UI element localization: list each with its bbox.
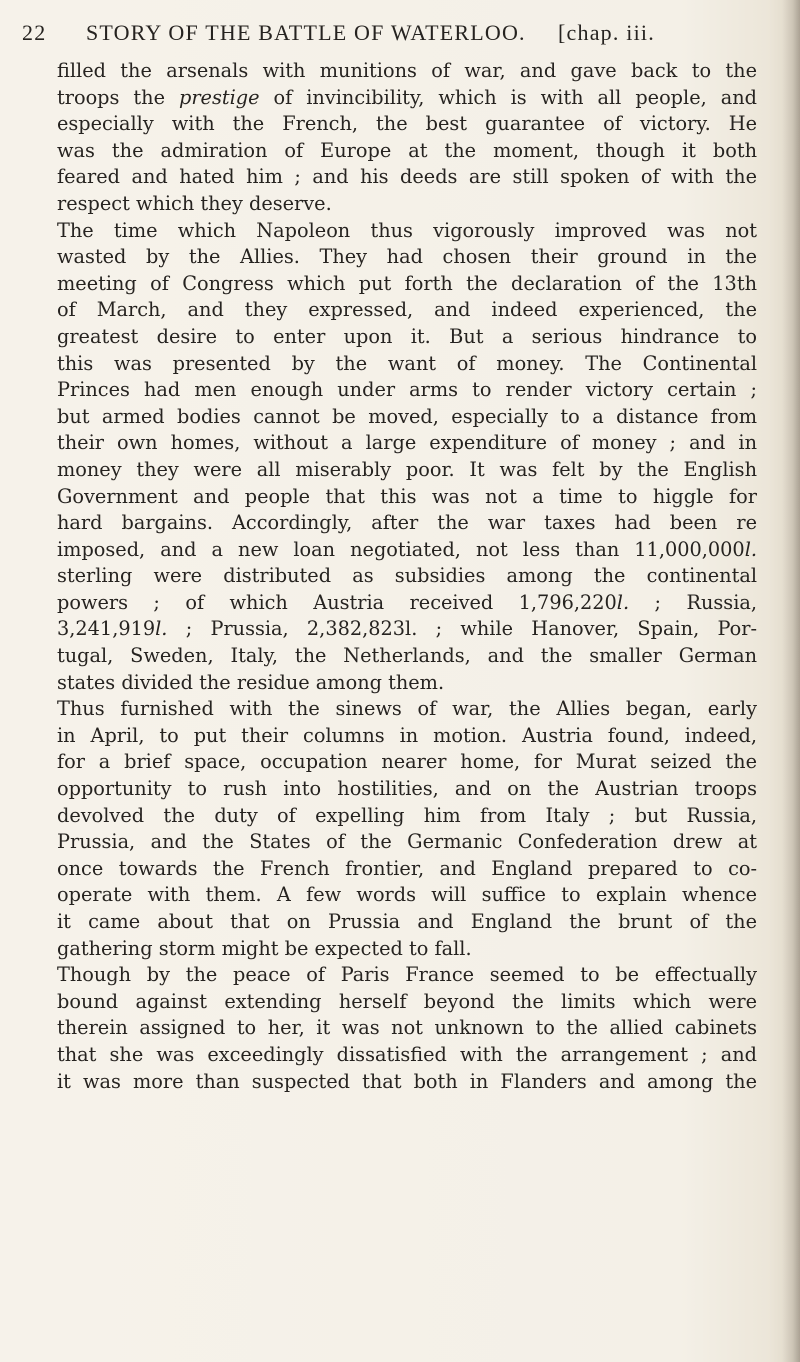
text-line: this was presented by the want of money. The Continental — [57, 351, 757, 375]
text-line: opportunity to rush into hostilities, and on the Austrian troops — [57, 777, 757, 801]
text-line: their own homes, without a large expenditure of money ; and in — [57, 431, 757, 455]
page-number: 22 — [22, 20, 47, 45]
text-line: it was more than suspected that both in Flanders and among the — [57, 1069, 757, 1093]
italic-word: l. — [616, 590, 630, 614]
text-line: 3,241,919l. ; Prussia, 2,382,823l. ; while Hanover, Spain, Por- — [57, 617, 757, 641]
text-line: respect which they deserve. — [57, 191, 332, 215]
text-line: especially with the French, the best guarantee of victory. He — [57, 112, 757, 136]
text-line: wasted by the Allies. They had chosen their ground in the — [57, 245, 757, 269]
text-line: meeting of Congress which put forth the declaration of the 13th — [57, 271, 757, 295]
text-line: hard bargains. Accordingly, after the war taxes had been re — [57, 511, 757, 535]
text-line: Princes had men enough under arms to render victory certain ; — [57, 378, 757, 402]
paragraph-start-line: The time which Napoleon thus vigorously improved was not — [57, 218, 757, 242]
text-line: Government and people that this was not a time to higgle for — [57, 484, 757, 508]
text-line: once towards the French frontier, and England prepared to co- — [57, 856, 757, 880]
body-text — [57, 58, 757, 1095]
text-line: filled the arsenals with munitions of war, and gave back to the — [57, 59, 757, 82]
text-line: states divided the residue among them. — [57, 670, 445, 694]
running-title: STORY OF THE BATTLE OF WATERLOO. — [86, 20, 526, 45]
text-line: it came about that on Prussia and England the brunt of the — [57, 910, 757, 933]
text-line: sterling were distributed as subsidies among the continental — [57, 564, 757, 588]
italic-word: l. — [155, 617, 168, 641]
paragraph-start-line: Thus furnished with the sinews of war, the Allies began, early — [57, 697, 757, 721]
text-line: tugal, Sweden, Italy, the Netherlands, and the smaller German — [57, 644, 757, 668]
page-edge-shadow — [782, 0, 800, 1362]
text-line: in April, to put their columns in motion. Austria found, indeed, — [57, 723, 757, 747]
paragraph-start-line: Though by the peace of Paris France seemed to be effectually — [57, 963, 757, 987]
text-line: but armed bodies cannot be moved, especially to a distance from — [57, 404, 757, 428]
italic-word: l. — [744, 537, 757, 561]
italic-word: prestige — [178, 85, 260, 109]
text-line: imposed, and a new loan negotiated, not less than 11,000,000l. — [57, 537, 757, 561]
text-line: was the admiration of Europe at the moment, though it both — [57, 138, 757, 162]
text-line: that she was exceedingly dissatisfied with the arrangement ; and — [57, 1042, 757, 1066]
text-line: feared and hated him ; and his deeds are still spoken of with the — [57, 165, 757, 189]
text-line: money they were all miserably poor. It was felt by the English — [57, 457, 757, 481]
text-line: operate with them. A few words will suffice to explain whence — [57, 883, 757, 907]
text-line: gathering storm might be expected to fall. — [57, 936, 472, 960]
text-line: troops the prestige of invincibility, which is with all people, and — [57, 85, 757, 109]
text-line: Prussia, and the States of the Germanic Confederation drew at — [57, 830, 757, 854]
chapter-mark: [chap. iii. — [558, 20, 655, 45]
text-line: of March, and they expressed, and indeed experienced, the — [57, 298, 757, 322]
text-line: for a brief space, occupation nearer home, for Murat seized the — [57, 750, 757, 774]
text-line: bound against extending herself beyond the limits which were — [57, 989, 757, 1013]
text-line: greatest desire to enter upon it. But a serious hindrance to — [57, 324, 757, 348]
text-line: therein assigned to her, it was not unknown to the allied cabinets — [57, 1016, 757, 1040]
text-line: devolved the duty of expelling him from Italy ; but Russia, — [57, 803, 757, 827]
running-head — [22, 20, 772, 50]
text-line: powers ; of which Austria received 1,796,220l. ; Russia, — [57, 590, 757, 614]
